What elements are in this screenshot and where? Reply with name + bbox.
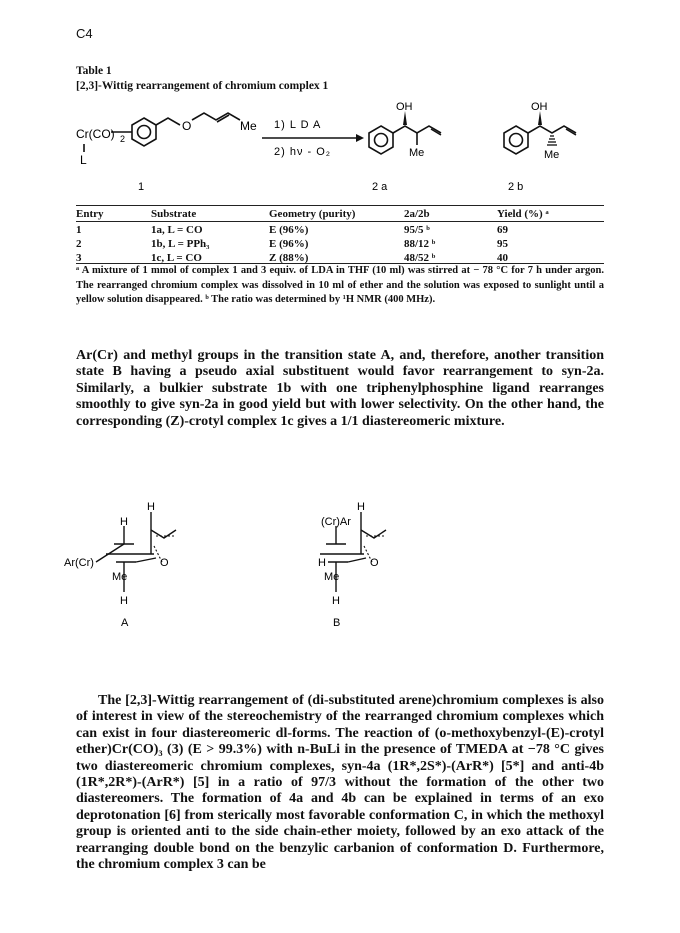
cell-ratio: 88/12 ᵇ (404, 238, 436, 250)
product-a-aromatic-circle (375, 134, 388, 147)
substrate-benzene-ring (132, 118, 156, 146)
cell-geometry: Z (88%) (269, 252, 309, 264)
reaction-scheme (76, 98, 604, 200)
ligand-l-label: L (80, 153, 87, 167)
substrate-methyl-label: Me (240, 119, 257, 133)
cr-co-label: Cr(CO) (76, 127, 115, 141)
cell-ratio: 48/52 ᵇ (404, 252, 436, 264)
results-table (76, 206, 604, 265)
ts-a-top-h-label: H (147, 501, 155, 513)
ts-a-ring-top (151, 530, 176, 538)
product-b-oh-wedge (538, 111, 542, 125)
table-row (76, 237, 604, 251)
cell-yield: 69 (497, 224, 508, 236)
body-paragraph-1: Ar(Cr) and methyl groups in the transition state A, and, therefore, another transition state B having a pseudo axial substituent would favor rearrangement to syn-2a. Similarly, a bulkier substrate 1b with one triphenylphosphine ligand rearranges smoothly to give syn-2a in good yield but with lower selectivity. On the other hand, the corresponding (Z)-crotyl complex 1c gives a 1/1 diastereomeric mixture. (76, 348, 604, 429)
cell-yield: 40 (497, 252, 508, 264)
product-a-methyl-label: Me (409, 147, 425, 159)
cell-ratio: 95/5 ᵇ (404, 224, 430, 236)
product-a-oh-wedge (403, 111, 407, 125)
col-header-yield: Yield (%) ᵃ (497, 207, 549, 220)
page-number: C4 (76, 26, 93, 41)
product-a-chain (393, 126, 441, 133)
cell-geometry: E (96%) (269, 238, 309, 250)
product-a-compound-label: 2 a (372, 181, 388, 193)
product-b-aromatic-circle (510, 134, 523, 147)
product-b-hashed-bond (547, 136, 557, 145)
cell-entry: 2 (76, 238, 82, 250)
product-a-benzene-ring (369, 126, 393, 154)
body-paragraph-2: The [2,3]-Wittig rearrangement of (di-substituted arene)chromium complexes is also of interest in view of the stereochemistry of the rearranged chromium complexes which can exist in four diastereomeric dl-forms. The reaction of (o-methoxybenzyl-(E)-crotyl ether)Cr(CO)₃ (3) (E > 99.3%) with n-BuLi in the presence of TMEDA at −78 °C gives two diastereomeric chromium complexes, syn-4a (1R*,2S*)-(ArR*) [5*] and anti-4b (1R*,2R*)-(ArR*) [5] in a ratio of 97/3 without the formation of the other two diastereomers. The formation of 4a and 4b can be explained in terms of an exo deprotonation [6] from sterically most favorable conformation C, in which the methoxyl group is oriented anti to the side chain-ether moiety, followed by an exo attack of the rearranging double bond on the benzylic carbanion of conformation D. Furthermore, the chromium complex 3 can be (76, 693, 604, 873)
table-label: Table 1 (76, 65, 112, 77)
table-footnote: ᵃ A mixture of 1 mmol of complex 1 and 3 equiv. of LDA in THF (10 ml) was stirred at − 78 °C for 7 h under argon. The rearranged chromium complex was dissolved in 10 ml of ether and the solution was exposed to sunlight until a yellow solution disappeared. ᵇ The ratio was determined by ¹H NMR (400 MHz). (76, 265, 604, 305)
cell-geometry: E (96%) (269, 224, 309, 236)
ts-a-upper-h-label: H (120, 516, 128, 528)
table-row (76, 251, 604, 265)
product-b-chain (528, 126, 576, 133)
ts-a-label: A (121, 617, 129, 629)
ts-a-o-bond (136, 558, 156, 562)
product-a-oh-label: OH (396, 101, 413, 113)
product-b-compound-label: 2 b (508, 181, 524, 193)
cell-substrate: 1b, L = PPh₃ (151, 238, 210, 250)
product-b-benzene-ring (504, 126, 528, 154)
cr-co-subscript: 2 (120, 134, 126, 144)
arrow-head (356, 134, 364, 142)
ts-a-arcr-bond (96, 544, 124, 562)
cell-entry: 3 (76, 252, 82, 264)
substrate-aromatic-circle (138, 126, 151, 139)
col-header-ratio: 2a/2b (404, 207, 430, 220)
substrate-compound-label: 1 (138, 181, 145, 193)
cell-substrate: 1a, L = CO (151, 224, 203, 236)
ts-b-bottom-h-label: H (332, 595, 340, 607)
ts-b-label: B (333, 617, 341, 629)
ts-b-o-label: O (370, 557, 379, 569)
product-b-methyl-label: Me (544, 149, 560, 161)
ts-b-top-h-label: H (357, 501, 365, 513)
ts-a-arcr-label: Ar(Cr) (64, 557, 94, 569)
benzyl-bond (156, 118, 180, 125)
crotyl-chain (192, 113, 240, 120)
reagent-step-1: 1) L D A (274, 119, 322, 131)
col-header-substrate: Substrate (151, 207, 197, 220)
ts-a-o-label: O (160, 557, 169, 569)
reagent-step-2: 2) hν - O₂ (274, 146, 332, 158)
table-title (76, 64, 328, 94)
table-header-row (76, 206, 604, 221)
product-b-oh-label: OH (531, 101, 548, 113)
col-header-entry: Entry (76, 207, 104, 220)
ts-b-left-h-label: H (318, 557, 326, 569)
ts-b-arcr-label: (Cr)Ar (321, 516, 351, 528)
ts-a-methyl-label: Me (112, 571, 128, 583)
table-row (76, 223, 604, 237)
ts-b-methyl-label: Me (324, 571, 340, 583)
ts-b-ring-top (361, 530, 386, 538)
cell-substrate: 1c, L = CO (151, 252, 202, 264)
table-caption: [2,3]-Wittig rearrangement of chromium complex 1 (76, 80, 329, 92)
cell-yield: 95 (497, 238, 508, 250)
col-header-geometry: Geometry (purity) (269, 207, 356, 220)
ts-a-bottom-h-label: H (120, 595, 128, 607)
cell-entry: 1 (76, 224, 82, 236)
ether-oxygen-label: O (182, 119, 192, 133)
ts-b-o-bond (348, 558, 366, 562)
transition-states-figure (64, 500, 424, 632)
